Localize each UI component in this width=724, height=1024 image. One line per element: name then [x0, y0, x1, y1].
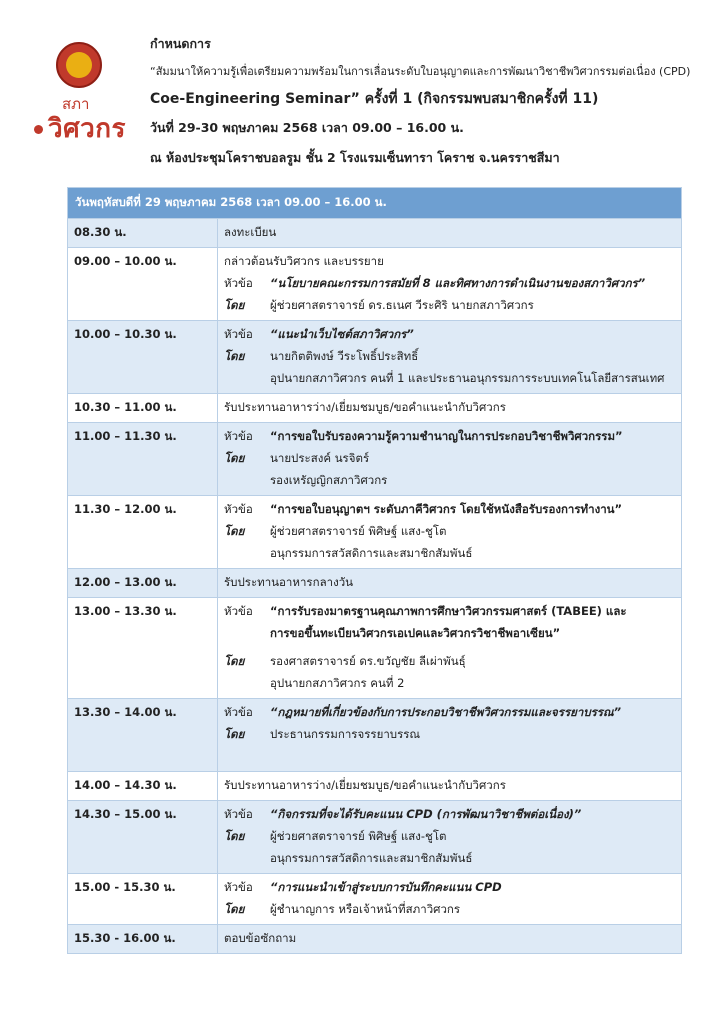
- session-time: 14.30 – 15.00 น.: [68, 801, 218, 874]
- document-header: [150, 34, 710, 168]
- session-topic: “แนะนำเว็บไซต์สภาวิศวกร”: [270, 327, 414, 341]
- logo-text-wisawakorn: วิศวกร: [48, 114, 126, 144]
- session-detail: [218, 801, 682, 874]
- table-row: [68, 801, 682, 874]
- event-venue: ณ ห้องประชุมโคราชบอลรูม ชั้น 2 โรงแรมเซ็นทารา โคราช จ.นครราชสีมา: [150, 150, 560, 165]
- topic-label: หัวข้อ: [224, 276, 253, 290]
- session-time: 08.30 น.: [68, 219, 218, 248]
- by-label: โดย: [224, 524, 245, 538]
- session-topic: “นโยบายคณะกรรมการสมัยที่ 8 และทิศทางการดำเนินงานของสภาวิศวกร”: [270, 276, 646, 290]
- speaker-role: รองเหรัญญิกสภาวิศวกร: [270, 473, 388, 487]
- session-topic: “การรับรองมาตรฐานคุณภาพการศึกษาวิศวกรรมศาสตร์ (TABEE) และ: [270, 604, 627, 618]
- speaker-role: อนุกรรมการสวัสดิการและสมาชิกสัมพันธ์: [270, 546, 473, 560]
- event-date: วันที่ 29-30 พฤษภาคม 2568 เวลา 09.00 – 16.00 น.: [150, 120, 464, 135]
- session-speaker: ผู้ชำนาญการ หรือเจ้าหน้าที่สภาวิศวกร: [270, 902, 461, 916]
- session-speaker: ผู้ช่วยศาสตราจารย์ ดร.ธเนศ วีระศิริ นายกสภาวิศวกร: [270, 298, 534, 312]
- council-logo: [34, 38, 144, 148]
- session-topic: “การแนะนำเข้าสู่ระบบการบันทึกคะแนน CPD: [270, 880, 502, 894]
- session-topic: “กฎหมายที่เกี่ยวข้องกับการประกอบวิชาชีพวิศวกรรมและจรรยาบรรณ”: [270, 705, 622, 719]
- session-time: 14.00 – 14.30 น.: [68, 772, 218, 801]
- session-topic: “กิจกรรมที่จะได้รับคะแนน CPD (การพัฒนาวิชาชีพต่อเนื่อง)”: [270, 807, 582, 821]
- by-label: โดย: [224, 451, 245, 465]
- session-detail: [218, 598, 682, 699]
- session-text: รับประทานอาหารกลางวัน: [218, 569, 682, 598]
- topic-label: หัวข้อ: [224, 327, 253, 341]
- session-detail: [218, 496, 682, 569]
- speaker-role: อุปนายกสภาวิศวกร คนที่ 1 และประธานอนุกรรมการระบบเทคโนโลยีสารสนเทศ: [270, 371, 665, 385]
- doc-subtitle: “สัมมนาให้ความรู้เพื่อเตรียมความพร้อมในการเลื่อนระดับใบอนุญาตและการพัฒนาวิชาชีพวิศวกรรมต่อเนื่อง (CPD): [150, 65, 691, 78]
- session-time: 15.00 - 15.30 น.: [68, 874, 218, 925]
- by-label: โดย: [224, 349, 245, 363]
- session-speaker: นายประสงค์ นรจิตร์: [270, 451, 370, 465]
- logo-text-sapha: สภา: [62, 95, 90, 113]
- table-row: [68, 598, 682, 699]
- session-detail: [218, 321, 682, 394]
- day-header: วันพฤหัสบดีที่ 29 พฤษภาคม 2568 เวลา 09.00 – 16.00 น.: [68, 188, 682, 219]
- session-intro: กล่าวต้อนรับวิศวกร และบรรยาย: [224, 254, 384, 268]
- table-row: [68, 219, 682, 248]
- session-detail: [218, 874, 682, 925]
- by-label: โดย: [224, 829, 245, 843]
- topic-label: หัวข้อ: [224, 880, 253, 894]
- session-time: 09.00 – 10.00 น.: [68, 248, 218, 321]
- session-text: รับประทานอาหารว่าง/เยี่ยมชมบูธ/ขอคำแนะนำกับวิศวกร: [218, 394, 682, 423]
- session-time: 13.30 – 14.00 น.: [68, 699, 218, 772]
- session-time: 10.30 – 11.00 น.: [68, 394, 218, 423]
- table-row: [68, 569, 682, 598]
- topic-label: หัวข้อ: [224, 705, 253, 719]
- table-row: [68, 394, 682, 423]
- session-time: 15.30 - 16.00 น.: [68, 925, 218, 954]
- session-speaker: ผู้ช่วยศาสตราจารย์ พิศิษฐ์ แสง-ชูโต: [270, 829, 447, 843]
- day-header-row: [68, 188, 682, 219]
- topic-label: หัวข้อ: [224, 807, 253, 821]
- session-topic: “การขอใบรับรองความรู้ความชำนาญในการประกอบวิชาชีพวิศวกรรม”: [270, 429, 623, 443]
- session-detail: [218, 699, 682, 772]
- session-speaker: ผู้ช่วยศาสตราจารย์ พิศิษฐ์ แสง-ชูโต: [270, 524, 447, 538]
- schedule-table: [67, 187, 682, 954]
- session-detail: [218, 423, 682, 496]
- session-time: 11.00 – 11.30 น.: [68, 423, 218, 496]
- table-row: [68, 699, 682, 772]
- doc-title: กำหนดการ: [150, 36, 211, 51]
- speaker-role: อุปนายกสภาวิศวกร คนที่ 2: [270, 676, 405, 690]
- table-row: [68, 423, 682, 496]
- table-row: [68, 321, 682, 394]
- session-time: 11.30 – 12.00 น.: [68, 496, 218, 569]
- session-detail: [218, 248, 682, 321]
- topic-label: หัวข้อ: [224, 604, 253, 618]
- session-time: 10.00 – 10.30 น.: [68, 321, 218, 394]
- topic-label: หัวข้อ: [224, 502, 253, 516]
- session-text: ตอบข้อซักถาม: [218, 925, 682, 954]
- session-speaker: นายกิตติพงษ์ วีระโพธิ์ประสิทธิ์: [270, 349, 419, 363]
- speaker-role: อนุกรรมการสวัสดิการและสมาชิกสัมพันธ์: [270, 851, 473, 865]
- topic-label: หัวข้อ: [224, 429, 253, 443]
- session-speaker: ประธานกรรมการจรรยาบรรณ: [270, 727, 421, 741]
- session-topic: “การขอใบอนุญาตฯ ระดับภาคีวิศวกร โดยใช้หนังสือรับรองการทำงาน”: [270, 502, 623, 516]
- logo-dot: [34, 125, 43, 134]
- table-row: [68, 248, 682, 321]
- session-speaker: รองศาสตราจารย์ ดร.ขวัญชัย ลีเผ่าพันธุ์: [270, 654, 466, 668]
- table-row: [68, 772, 682, 801]
- seal-icon: [56, 42, 102, 88]
- event-name: Coe-Engineering Seminar” ครั้งที่ 1 (กิจกรรมพบสมาชิกครั้งที่ 11): [150, 91, 599, 107]
- table-row: [68, 496, 682, 569]
- session-text: รับประทานอาหารว่าง/เยี่ยมชมบูธ/ขอคำแนะนำกับวิศวกร: [218, 772, 682, 801]
- by-label: โดย: [224, 298, 245, 312]
- by-label: โดย: [224, 902, 245, 916]
- session-time: 12.00 – 13.00 น.: [68, 569, 218, 598]
- by-label: โดย: [224, 654, 245, 668]
- session-time: 13.00 – 13.30 น.: [68, 598, 218, 699]
- table-row: [68, 874, 682, 925]
- session-topic-cont: การขอขึ้นทะเบียนวิศวกรเอเปคและวิศวกรวิชาชีพอาเซียน”: [270, 626, 561, 640]
- session-text: ลงทะเบียน: [218, 219, 682, 248]
- by-label: โดย: [224, 727, 245, 741]
- table-row: [68, 925, 682, 954]
